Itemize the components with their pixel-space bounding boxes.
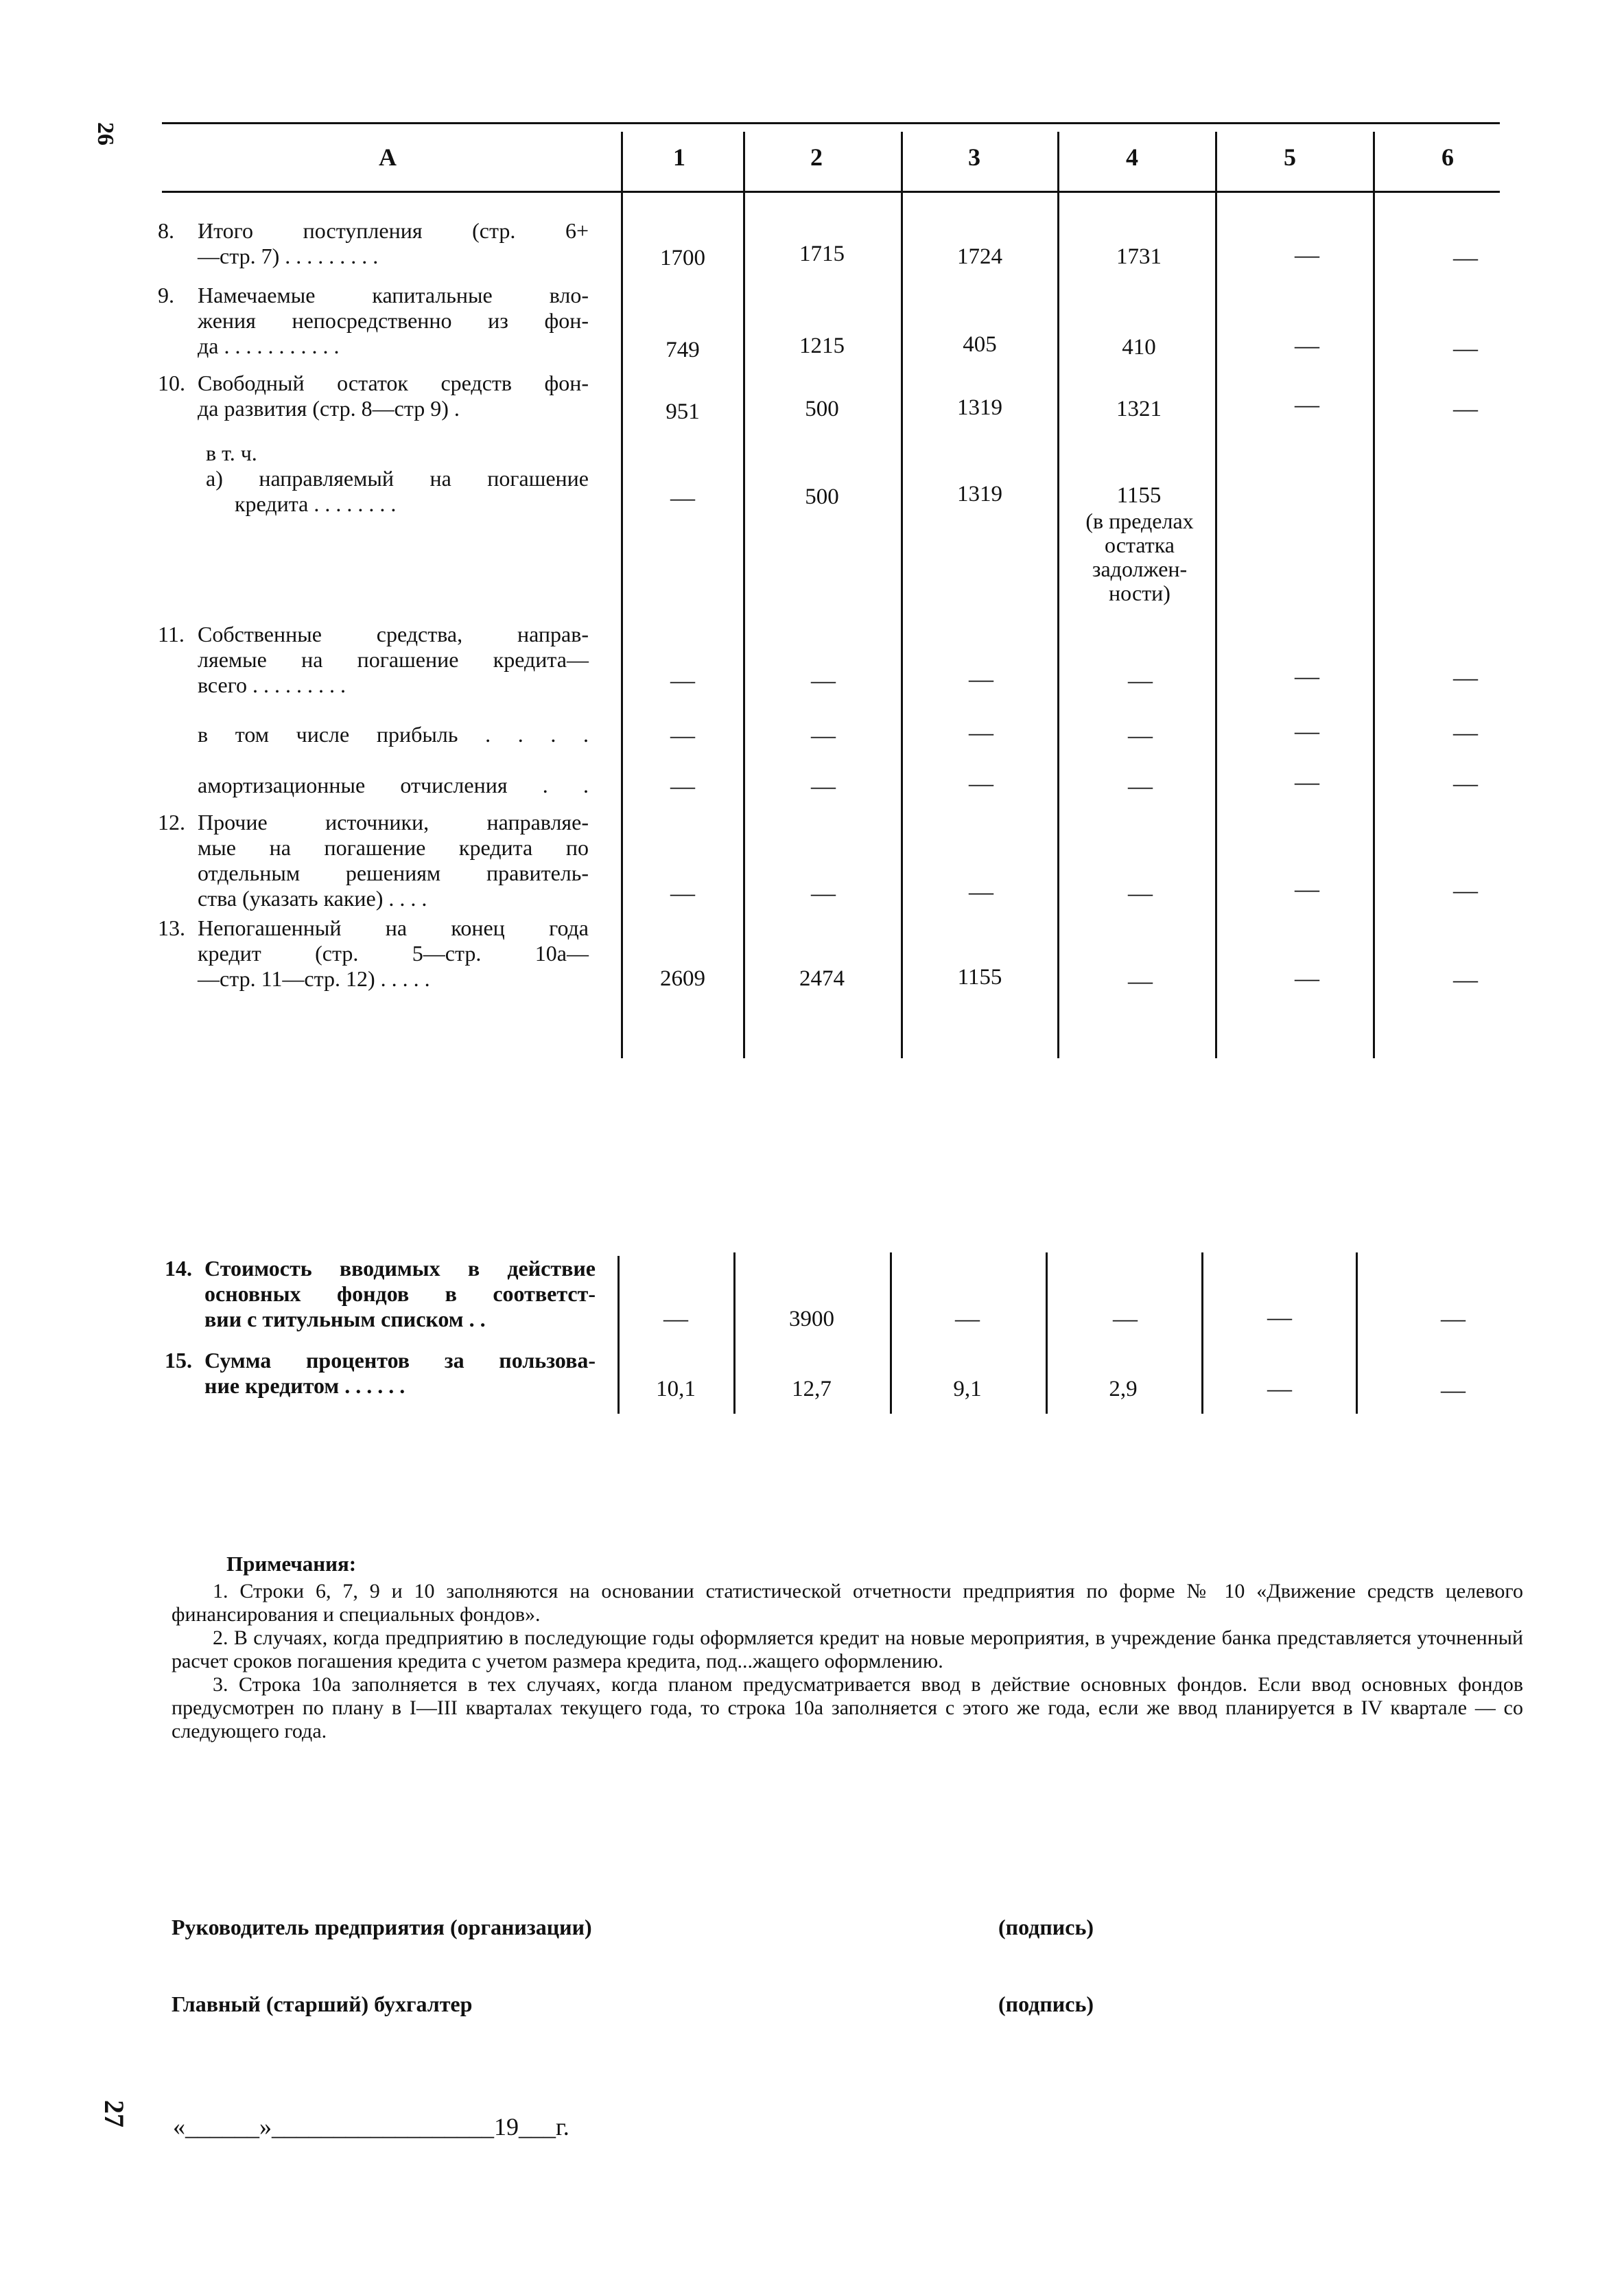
row-9-c6: — — [1453, 334, 1478, 362]
label-line: ства (указать какие) . . . . — [198, 886, 427, 911]
row-8-c5: — — [1295, 241, 1319, 268]
row-11-amort-c2: — — [811, 772, 836, 800]
row-10-c3: 1319 — [957, 395, 1002, 420]
row-15-c6: — — [1441, 1376, 1466, 1403]
label-line: да . . . . . . . . . . . — [198, 334, 340, 358]
row-number: 14. — [165, 1256, 192, 1281]
note-item: 3. Строка 10а заполняется в тех случаях, когда планом предусматривается ввод в действие основных фондов. Если ввод основных фондов предусмотрен по плану в I—III кварталах текущего года, то строка 10а заполняется с этого же года, если же ввод планируется в IV квартале — со следующего года. — [172, 1673, 1523, 1742]
label-line: а) направляемый на погашение — [206, 466, 589, 491]
row-14-c4: — — [1113, 1305, 1138, 1332]
row-12-c2: — — [811, 879, 836, 907]
label-line: кредита . . . . . . . . — [235, 491, 397, 516]
row-9-c3: 405 — [963, 332, 997, 357]
row-11-c5: — — [1295, 662, 1319, 690]
row-11-profit-c6: — — [1453, 719, 1478, 746]
label-line: Непогашенный на конец года — [198, 915, 589, 940]
row-11-c6: — — [1453, 664, 1478, 691]
row-9-c4: 410 — [1122, 335, 1156, 360]
label-line: ляемые на погашение кредита— — [198, 647, 589, 672]
label-line: Стоимость вводимых в действие — [204, 1256, 596, 1281]
row-12-c1: — — [670, 879, 695, 907]
label-line: Прочие источники, направляе- — [198, 810, 589, 835]
label-line: вии с титульным списком . . — [204, 1307, 486, 1331]
row-14-c5: — — [1267, 1303, 1292, 1331]
row-14-c1: — — [663, 1305, 688, 1332]
row-number: 11. — [158, 622, 185, 646]
row-10a-c2: 500 — [805, 485, 839, 509]
label-line: —стр. 7) . . . . . . . . . — [198, 244, 379, 268]
row-8-c2: 1715 — [799, 242, 845, 266]
row-13-c3: 1155 — [957, 965, 1002, 990]
row-13-c5: — — [1295, 964, 1319, 992]
row-number: 8. — [158, 218, 174, 243]
director-signature-placeholder: (подпись) — [998, 1915, 1094, 1939]
note-item: 1. Строки 6, 7, 9 и 10 заполняются на основании статистической отчетности предприятия по форме № 10 «Движение средств целевого финансирования и специальных фондов». — [172, 1580, 1523, 1626]
col-rule — [890, 1252, 892, 1414]
row-11-profit-c3: — — [969, 719, 993, 746]
row-10-c6: — — [1453, 395, 1478, 422]
notes-title: Примечания: — [226, 1552, 357, 1576]
row-13-c1: 2609 — [660, 966, 705, 991]
row-11-amort-c5: — — [1295, 768, 1319, 795]
label-line: да развития (стр. 8—стр 9) . — [198, 396, 460, 421]
row-11-amort-c4: — — [1128, 772, 1153, 800]
table-header-rule — [162, 191, 1500, 193]
row-15-c4: 2,9 — [1109, 1377, 1138, 1401]
header-col-a: А — [379, 143, 397, 171]
label-line: амортизационные отчисления . . — [198, 773, 589, 797]
label-line: основных фондов в соответст- — [204, 1281, 596, 1306]
label-line: Собственные средства, направ- — [198, 622, 589, 646]
row-11-c2: — — [811, 666, 836, 694]
page-number-top: 26 — [93, 122, 118, 145]
label-line: Свободный остаток средств фон- — [198, 371, 589, 395]
row-14-c3: — — [955, 1305, 980, 1332]
row-10a-c1: — — [670, 484, 695, 511]
header-col-6: 6 — [1441, 143, 1454, 171]
row-9-c5: — — [1295, 331, 1319, 359]
row-number: 15. — [165, 1348, 192, 1373]
row-10a-c4: 1155 — [1116, 483, 1162, 508]
accountant-signature-placeholder: (подпись) — [998, 1992, 1094, 2016]
row-9-c2: 1215 — [799, 334, 845, 358]
row-number: 12. — [158, 810, 185, 835]
row-11-profit-c4: — — [1128, 721, 1153, 749]
label-line: —стр. 11—стр. 12) . . . . . — [198, 966, 430, 991]
row-10-c4: 1321 — [1116, 397, 1162, 421]
label-line: жения непосредственно из фон- — [198, 308, 589, 333]
header-col-1: 1 — [673, 143, 685, 171]
row-15-c3: 9,1 — [953, 1377, 982, 1401]
col-rule — [1356, 1252, 1358, 1414]
label-line: отдельным решениям правитель- — [198, 861, 589, 885]
row-8-c4: 1731 — [1116, 244, 1162, 269]
row-12-c3: — — [969, 878, 993, 905]
row-8-c3: 1724 — [957, 244, 1002, 269]
label-line: ние кредитом . . . . . . — [204, 1373, 405, 1398]
row-13-c4: — — [1128, 967, 1153, 994]
row-10a-c4-note: (в пределах остатка задолжен-ности) — [1085, 509, 1194, 605]
row-14-c2: 3900 — [789, 1307, 834, 1331]
row-8-c1: 1700 — [660, 246, 705, 270]
accountant-signature-label: Главный (старший) бухгалтер — [172, 1992, 473, 2016]
row-10a-c3: 1319 — [957, 482, 1002, 506]
row-11-profit-c5: — — [1295, 717, 1319, 745]
row-15-c2: 12,7 — [792, 1377, 832, 1401]
date-line: «______»__________________19___г. — [173, 2113, 569, 2140]
label-line: в том числе прибыль . . . . — [198, 722, 589, 747]
row-number: 10. — [158, 371, 185, 395]
col-rule — [901, 132, 903, 1058]
row-13-c6: — — [1453, 966, 1478, 993]
col-rule — [1201, 1252, 1203, 1414]
row-11-amort-c3: — — [969, 769, 993, 797]
col-rule — [1373, 132, 1375, 1058]
row-11-profit-c1: — — [670, 721, 695, 749]
label-line: в т. ч. — [206, 441, 257, 465]
label-line: кредит (стр. 5—стр. 10а— — [198, 941, 589, 966]
row-11-amort-c6: — — [1453, 769, 1478, 797]
row-11-c1: — — [670, 666, 695, 694]
label-line: всего . . . . . . . . . — [198, 673, 346, 697]
header-col-5: 5 — [1284, 143, 1296, 171]
header-col-2: 2 — [810, 143, 823, 171]
row-9-c1: 749 — [666, 338, 700, 362]
row-number: 13. — [158, 915, 185, 940]
note-item: 2. В случаях, когда предприятию в последующие годы оформляется кредит на новые мероприятия, в учреждение банка представляется уточненный расчет сроков погашения кредита с учетом размера кредита, под...жащего оформлению. — [172, 1626, 1523, 1672]
director-signature-label: Руководитель предприятия (организации) — [172, 1915, 592, 1939]
col-rule — [1215, 132, 1217, 1058]
row-11-c3: — — [969, 665, 993, 692]
row-12-c4: — — [1128, 879, 1153, 907]
row-11-profit-c2: — — [811, 721, 836, 749]
row-number: 9. — [158, 283, 174, 307]
col-rule — [1057, 132, 1059, 1058]
notes — [172, 1552, 1523, 1743]
row-14-c6: — — [1441, 1305, 1466, 1332]
row-13-c2: 2474 — [799, 966, 845, 991]
row-8-c6: — — [1453, 244, 1478, 271]
page-number-bottom: 27 — [99, 2100, 130, 2127]
row-11-amort-c1: — — [670, 772, 695, 800]
row-10-c2: 500 — [805, 397, 839, 421]
table-top-rule — [162, 122, 1500, 124]
row-10-c5: — — [1295, 390, 1319, 418]
row-11-c4: — — [1128, 666, 1153, 694]
row-12-c5: — — [1295, 875, 1319, 902]
label-line: Намечаемые капитальные вло- — [198, 283, 589, 307]
label-line: Сумма процентов за пользова- — [204, 1348, 596, 1373]
header-col-3: 3 — [968, 143, 980, 171]
row-12-c6: — — [1453, 876, 1478, 904]
row-15-c5: — — [1267, 1375, 1292, 1402]
header-col-4: 4 — [1126, 143, 1138, 171]
label-line: Итого поступления (стр. 6+ — [198, 218, 589, 243]
row-15-c1: 10,1 — [656, 1377, 696, 1401]
col-rule — [1046, 1252, 1048, 1414]
label-line: мые на погашение кредита по — [198, 835, 589, 860]
row-10-c1: 951 — [666, 399, 700, 424]
